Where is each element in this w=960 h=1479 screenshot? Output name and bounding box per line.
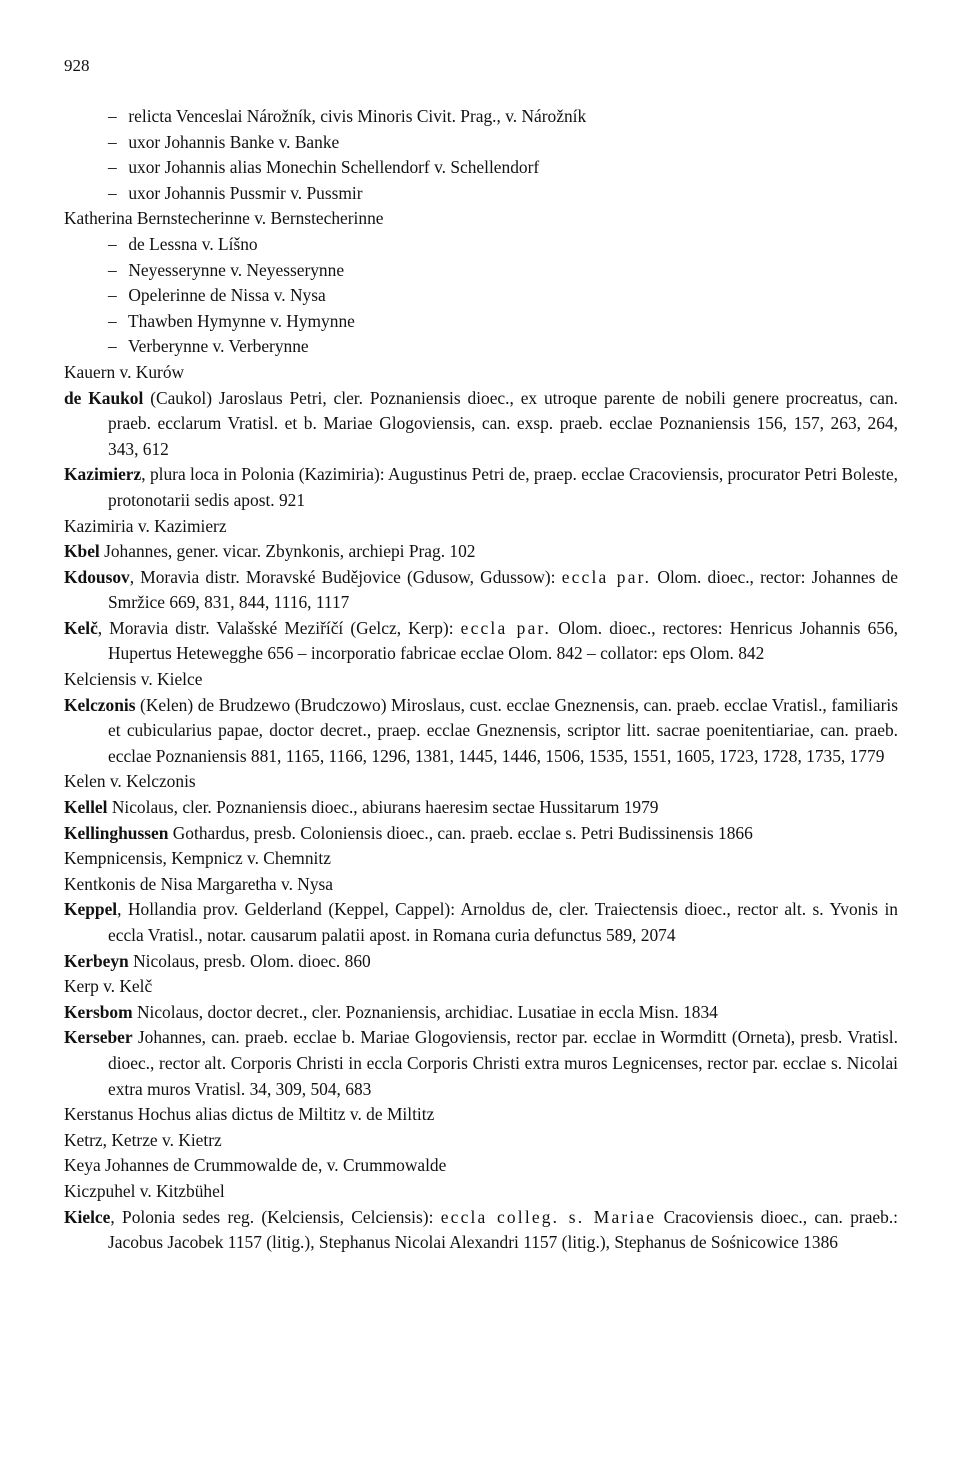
- index-entry: [64, 897, 898, 948]
- index-entry: [64, 1179, 898, 1205]
- index-entry: [64, 769, 898, 795]
- entry-text: Gothardus, presb. Coloniensis dioec., can. praeb. ecclae s. Petri Budissinensis 1866: [168, 822, 753, 843]
- entry-dash: –: [108, 157, 117, 178]
- entry-text: Nicolaus, cler. Poznaniensis dioec., abiurans haeresim sectae Hussitarum 1979: [107, 797, 659, 818]
- index-entry: [64, 949, 898, 975]
- entry-text: (Kelen) de Brudzewo (Brudczowo) Miroslaus, cust. ecclae Gneznensis, can. praeb. ecclae Vratisl., familiaris et cubicularius papae, doctor decret., praep. ecclae Gneznensis, scriptor litt. sacrae poenitentiariae, can. praeb. ecclae Poznaniensis 881, 1165, 1166, 1296, 1381, 1445, 1446, 1506, 1535, 1551, 1605, 1723, 1728, 1735, 1779: [108, 694, 898, 766]
- index-entry: [64, 1128, 898, 1154]
- entry-text: Nicolaus, doctor decret., cler. Poznaniensis, archidiac. Lusatiae in eccla Misn. 1834: [132, 1001, 718, 1022]
- entry-spaced-text: eccla par.: [561, 566, 652, 587]
- entry-dash: –: [108, 233, 117, 254]
- index-entry: [64, 846, 898, 872]
- entry-text: (Caukol) Jaroslaus Petri, cler. Poznaniensis dioec., ex utroque parente de nobili genere procreatus, can. praeb. ecclarum Vratisl. et b. Mariae Glogoviensis, can. exsp. praeb. ecclae Poznaniensis 156, 157, 263, 264, 343, 612: [108, 387, 898, 459]
- sub-entry: [64, 104, 898, 130]
- index-entry: [64, 974, 898, 1000]
- entry-text: Thawben Hymynne v. Hymynne: [124, 310, 355, 331]
- index-entry: [64, 1102, 898, 1128]
- entry-text: Johannes, gener. vicar. Zbynkonis, archiepi Prag. 102: [99, 541, 476, 562]
- entry-spaced-text: eccla par.: [460, 617, 552, 638]
- sub-entry: [64, 232, 898, 258]
- sub-entry: [64, 309, 898, 335]
- entry-text: Kauern v. Kurów: [64, 361, 185, 382]
- entry-text: Opelerinne de Nissa v. Nysa: [124, 285, 326, 306]
- index-entry: [64, 539, 898, 565]
- entry-dash: –: [108, 106, 117, 126]
- index-entry: [64, 1000, 898, 1026]
- entry-text: Kazimiria v. Kazimierz: [64, 515, 227, 536]
- entry-text: Kelciensis v. Kielce: [64, 669, 203, 690]
- entry-text: , plura loca in Polonia (Kazimiria): Augustinus Petri de, praep. ecclae Cracoviensis, procurator Petri Boleste, protonotarii sedis apost. 921: [108, 464, 899, 510]
- entry-text: Verberynne v. Verberynne: [124, 336, 309, 357]
- index-entry: [64, 872, 898, 898]
- entry-headword: Kellinghussen: [64, 822, 169, 843]
- entry-text-continued: Cracoviensis dioec., can. praeb.: Jacobus Jacobek 1157 (litig.), Stephanus Nicolai Alexandri 1157 (litig.), Stephanus de Sośnicowice 1386: [108, 1206, 899, 1253]
- entry-headword: Kelč: [64, 617, 98, 638]
- entry-headword: Kelczonis: [64, 694, 136, 715]
- page-number: 928: [64, 56, 90, 75]
- entry-text: , Moravia distr. Valašské Meziříčí (Gelcz, Kerp):: [97, 617, 461, 638]
- entry-text: uxor Johannis Pussmir v. Pussmir: [124, 182, 363, 203]
- entry-dash: –: [108, 259, 117, 280]
- entry-text: Katherina Bernstecherinne v. Bernstecherinne: [64, 208, 384, 229]
- entry-text: Keya Johannes de Crummowalde de, v. Crummowalde: [64, 1155, 447, 1176]
- index-entry: [64, 616, 898, 667]
- entry-headword: Keppel: [64, 899, 118, 920]
- index-entry: [64, 514, 898, 540]
- index-entry: [64, 1153, 898, 1179]
- entry-dash: –: [108, 285, 117, 306]
- entry-headword: Kerseber: [64, 1027, 133, 1048]
- sub-entry: [64, 258, 898, 284]
- entry-text: Kerstanus Hochus alias dictus de Miltitz v. de Miltitz: [64, 1104, 435, 1125]
- entry-text: Kempnicensis, Kempnicz v. Chemnitz: [64, 848, 331, 869]
- entry-headword: Kazimierz: [64, 464, 142, 485]
- sub-entry: [64, 181, 898, 207]
- index-entries: [64, 104, 898, 1256]
- entry-text: , Moravia distr. Moravské Budějovice (Gdusow, Gdussow):: [129, 566, 562, 587]
- sub-entry: [64, 283, 898, 309]
- entry-text: Ketrz, Ketrze v. Kietrz: [64, 1129, 222, 1150]
- entry-text: Kentkonis de Nisa Margaretha v. Nysa: [64, 873, 334, 894]
- entry-headword: Kdousov: [64, 566, 130, 587]
- entry-headword: de Kaukol: [64, 387, 144, 408]
- entry-text: Kiczpuhel v. Kitzbühel: [64, 1180, 225, 1201]
- entry-headword: Kielce: [64, 1206, 111, 1227]
- entry-text: , Hollandia prov. Gelderland (Keppel, Cappel): Arnoldus de, cler. Traiectensis dioec., rector alt. s. Yvonis in eccla Vratisl., notar. causarum palatii apost. in Romana curia defunctus 589, 2074: [108, 899, 898, 945]
- sub-entry: [64, 334, 898, 360]
- index-entry: [64, 693, 898, 770]
- entry-dash: –: [108, 310, 117, 331]
- entry-text: uxor Johannis Banke v. Banke: [124, 131, 340, 152]
- entry-dash: –: [108, 131, 117, 152]
- entry-text: uxor Johannis alias Monechin Schellendorf v. Schellendorf: [124, 157, 540, 178]
- entry-headword: Kellel: [64, 797, 108, 818]
- index-entry: [64, 667, 898, 693]
- index-entry: [64, 386, 898, 463]
- entry-text-continued: Olom. dioec., rectores: Henricus Johannis 656, Hupertus Hetewegghe 656 – incorporatio fabricae ecclae Olom. 842 – collator: eps Olom. 842: [108, 617, 898, 664]
- entry-dash: –: [108, 336, 117, 357]
- index-entry: [64, 1205, 898, 1256]
- entry-text: de Lessna v. Líšno: [124, 233, 258, 254]
- entry-text-continued: Olom. dioec., rector: Johannes de Smržice 669, 831, 844, 1116, 1117: [108, 566, 898, 613]
- entry-text: Kelen v. Kelczonis: [64, 771, 196, 792]
- entry-text: Nicolaus, presb. Olom. dioec. 860: [128, 950, 371, 971]
- entry-spaced-text: eccla colleg. s. Mariae: [440, 1206, 657, 1227]
- entry-headword: Kbel: [64, 541, 100, 562]
- entry-text: relicta Venceslai Nárožník, civis Minoris Civit. Prag., v. Nárožník: [124, 106, 587, 126]
- index-entry: [64, 821, 898, 847]
- entry-text: Neyesserynne v. Neyesserynne: [124, 259, 345, 280]
- sub-entry: [64, 155, 898, 181]
- index-entry: [64, 1025, 898, 1102]
- index-entry: [64, 565, 898, 616]
- index-entry: [64, 360, 898, 386]
- entry-dash: –: [108, 182, 117, 203]
- entry-text: , Polonia sedes reg. (Kelciensis, Celciensis):: [110, 1206, 441, 1227]
- index-entry: [64, 206, 898, 232]
- index-entry: [64, 462, 898, 513]
- entry-headword: Kerbeyn: [64, 950, 129, 971]
- index-entry: [64, 795, 898, 821]
- entry-headword: Kersbom: [64, 1001, 133, 1022]
- entry-text: Johannes, can. praeb. ecclae b. Mariae Glogoviensis, rector par. ecclae in Wormditt (Orneta), presb. Vratisl. dioec., rector alt. Corporis Christi in eccla Corporis Christi extra muros Legnicenses, rector par. ecclae s. Nicolai extra muros Vratisl. 34, 309, 504, 683: [108, 1027, 898, 1099]
- entry-text: Kerp v. Kelč: [64, 976, 153, 997]
- sub-entry: [64, 130, 898, 156]
